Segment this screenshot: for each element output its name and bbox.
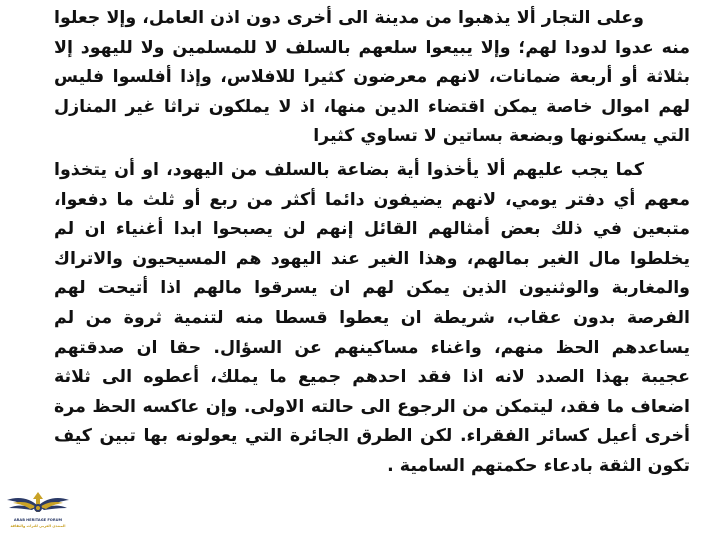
- winged-emblem-icon: [3, 488, 73, 518]
- paragraph-1: وعلى التجار ألا يذهبوا من مدينة الى أخرى دون اذن العامل، وإلا جعلوا منه عدوا لدودا لهم؛ وإلا يبيعوا سلعهم بالسلف لا للمسلمين ولا لليهود إلا بثلاثة أو أربعة ضمانات، لانهم معرضون كثيرا للافلاس، وإذا أفلسوا فليس لهم اموال خاصة يمكن اقتضاء الدين منها، اذ لا يملكون تراثا غير المنازل التي يسكنونها وبضعة بساتين لا تساوي كثيرا: [54, 8, 690, 147]
- paragraph-2: كما يجب عليهم ألا يأخذوا أية بضاعة بالسلف من اليهود، او أن يتخذوا معهم أي دفتر يومي، لانهم يضيفون دائما أكثر من ربع أو ثلث ما دفعوا، متبعين في ذلك بعض أمثالهم القائل إنهم لن يصبحوا ابدا أغنياء ان لم يخلطوا مال الغير بمالهم، وهذا الغير عند اليهود هم المسيحيون والاتراك والمغاربة والوثنيون الذين يمكن لهم ان يسرقوا مالهم اذا أتيحت لهم الفرصة بدون عقاب، شريطة ان يعطوا قسطا منه لتنمية ثروة من لم يساعدهم الحظ منهم، واغناء مساكينهم عن السؤال. حقا ان صدقتهم عجيبة بهذا الصدد لانه اذا فقد احدهم جميع ما يملك، أعطوه الى ثلاثة اضعاف ما فقد، ليتمكن من الرجوع الى حالته الاولى. وإن عاكسه الحظ مرة أخرى أعيل كسائر الفقراء. لكن الطرق الجائرة التي يعولونه بها تبين كيف تكون الثقة بادعاء حكمتهم السامية .: [54, 159, 690, 476]
- logo-subtitle: المنتدى العربي للتراث والثقافة: [10, 524, 66, 528]
- watermark-logo: [3, 488, 73, 538]
- document-body: [54, 4, 690, 482]
- logo-name: ARAB HERITAGE FORUM: [13, 518, 63, 522]
